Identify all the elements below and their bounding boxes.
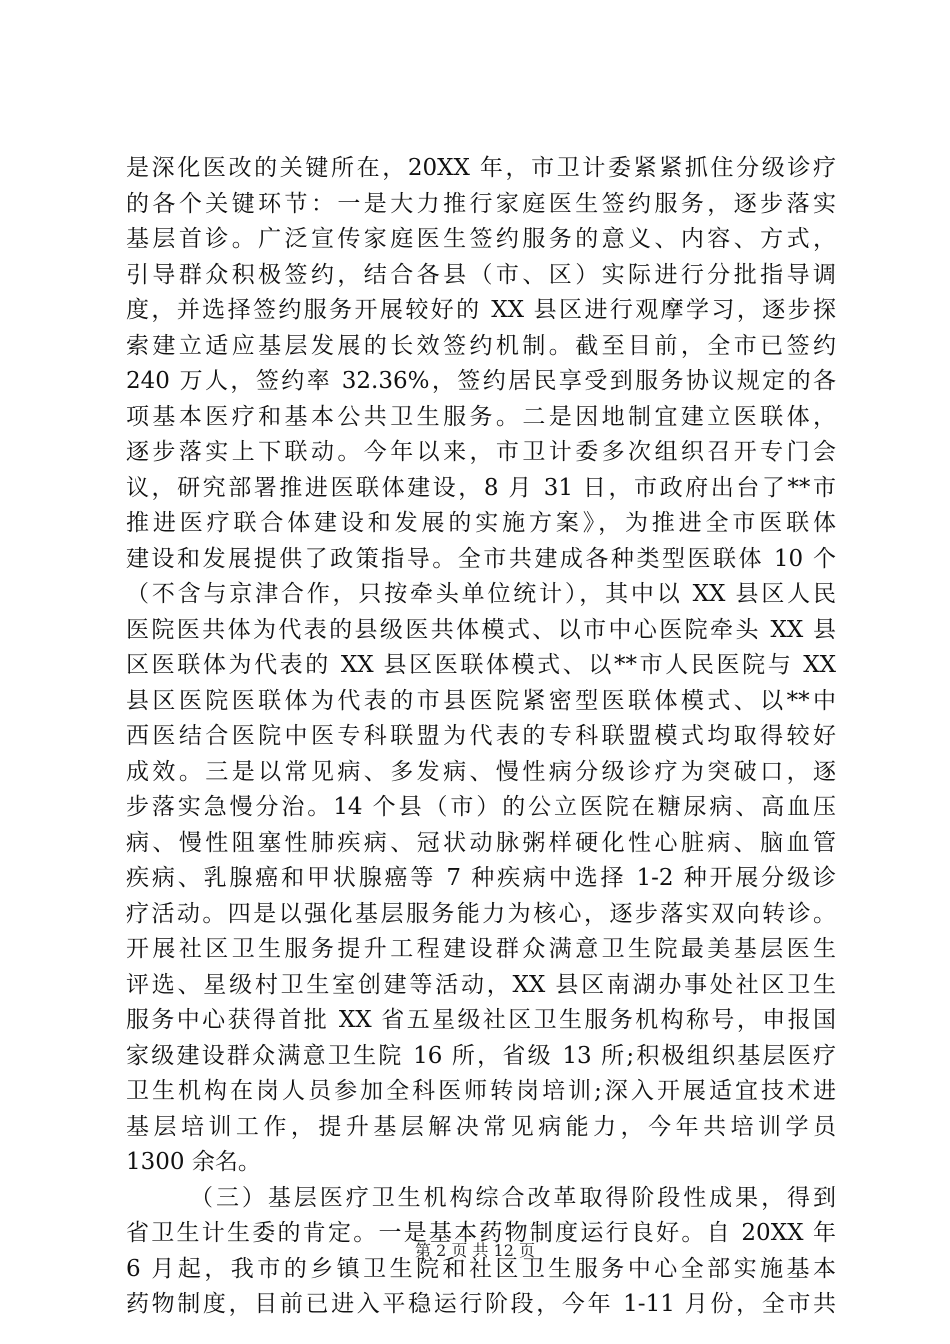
text-line: 度，并选择签约服务开展较好的 XX 县区进行观摩学习，逐步探 [126,297,836,323]
text-line: 1300 余名。 [126,1149,261,1175]
text-line: 的各个关键环节：一是大力推行家庭医生签约服务，逐步落实 [126,190,836,217]
text-line: 基层首诊。广泛宣传家庭医生签约服务的意义、内容、方式， [126,226,836,252]
text-line: 疗活动。四是以强化基层服务能力为核心，逐步落实双向转诊。 [126,900,836,927]
text-line: 家级建设群众满意卫生院 16 所，省级 13 所;积极组织基层医疗 [126,1042,836,1069]
text-line: （不含与京津合作，只按牵头单位统计），其中以 XX 县区人民 [126,581,836,607]
text-line: 服务中心获得首批 XX 省五星级社区卫生服务机构称号，申报国 [126,1007,836,1033]
text-line: 推进医疗联合体建设和发展的实施方案》，为推进全市医联体 [126,510,836,536]
text-line: 引导群众积极签约，结合各县（市、区）实际进行分批指导调 [126,261,836,288]
text-line: 评选、星级村卫生室创建等活动，XX 县区南湖办事处社区卫生 [126,971,836,998]
text-line: 建设和发展提供了政策指导。全市共建成各种类型医联体 10 个 [126,545,836,572]
text-line: 逐步落实上下联动。今年以来，市卫计委多次组织召开专门会 [126,439,836,465]
text-line: 县区医院医联体为代表的市县医院紧密型医联体模式、以**中 [126,687,836,714]
text-line: 步落实急慢分治。14 个县（市）的公立医院在糖尿病、高血压 [126,794,836,820]
page-number-footer: 第 2 页 共 12 页 [415,1241,535,1260]
text-line: 病、慢性阻塞性肺疾病、冠状动脉粥样硬化性心脏病、脑血管 [126,829,836,856]
text-line: 6 月起，我市的乡镇卫生院和社区卫生服务中心全部实施基本 [126,1255,836,1282]
text-line: 基层培训工作，提升基层解决常见病能力，今年共培训学员 [126,1113,836,1140]
text-line: 区医联体为代表的 XX 县区医联体模式、以**市人民医院与 XX [126,652,836,678]
text-line: 索建立适应基层发展的长效签约机制。截至目前，全市已签约 [126,332,836,359]
text-line: 是深化医改的关键所在，20XX 年，市卫计委紧紧抓住分级诊疗 [126,155,836,181]
section-heading-line: （三）基层医疗卫生机构综合改革取得阶段性成果，得到 [190,1184,836,1211]
text-line: 医院医共体为代表的县级医共体模式、以市中心医院牵头 XX 县 [126,616,836,643]
text-line: 240 万人，签约率 32.36%，签约居民享受到服务协议规定的各 [126,368,836,394]
text-line: 药物制度，目前已进入平稳运行阶段，今年 1-11 月份，全市共 [126,1291,836,1317]
text-line: 议，研究部署推进医联体建设，8 月 31 日，市政府出台了**市 [126,474,836,501]
body-text [126,151,836,1323]
text-line: 成效。三是以常见病、多发病、慢性病分级诊疗为突破口，逐 [126,758,836,785]
text-line: 疾病、乳腺癌和甲状腺癌等 7 种疾病中选择 1-2 种开展分级诊 [126,865,836,891]
text-line: 开展社区卫生服务提升工程建设群众满意卫生院最美基层医生 [126,936,836,962]
text-line: 项基本医疗和基本公共卫生服务。二是因地制宜建立医联体， [126,403,836,430]
text-line: 省卫生计生委的肯定。一是基本药物制度运行良好。自 20XX 年 [126,1220,836,1246]
text-line: 西医结合医院中医专科联盟为代表的专科联盟模式均取得较好 [126,723,836,749]
text-line: 卫生机构在岗人员参加全科医师转岗培训;深入开展适宜技术进 [126,1078,836,1104]
